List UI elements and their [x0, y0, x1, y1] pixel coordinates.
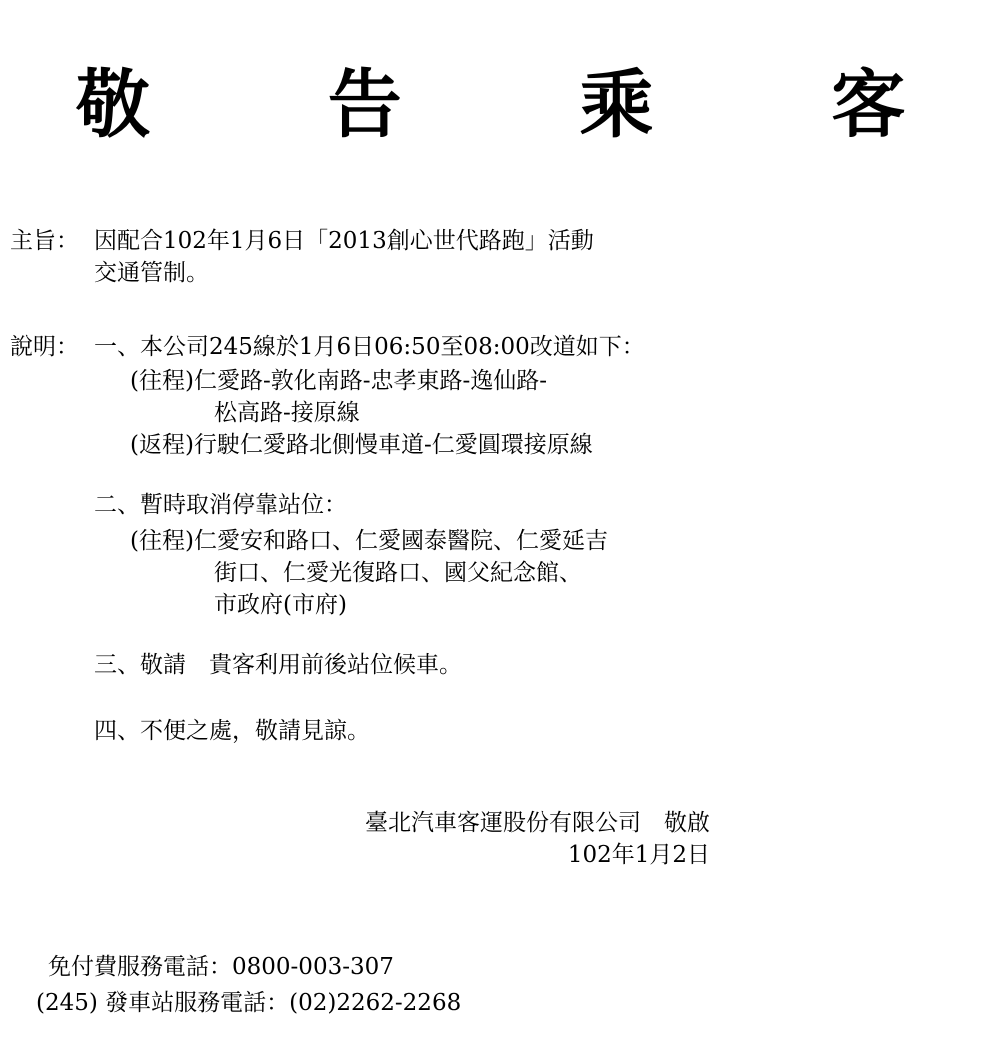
- item-3-line-1: 三、敬請 貴客利用前後站位候車。: [94, 652, 462, 678]
- item-2-line-2: (往程)仁愛安和路口、仁愛國泰醫院、仁愛延吉: [130, 528, 608, 554]
- item-1-line-3: 松高路-接原線: [214, 400, 360, 426]
- station-phone: (245) 發車站服務電話：(02)2262-2268: [36, 990, 462, 1016]
- subject-line-2: 交通管制。: [94, 260, 209, 286]
- item-1-line-1: 一、本公司245線於1月6日06:50至08:00改道如下：: [94, 334, 645, 360]
- signature-date: 102年1月2日: [567, 842, 710, 868]
- item-1-line-4: (返程)行駛仁愛路北側慢車道-仁愛圓環接原線: [130, 432, 593, 458]
- item-2-line-3: 街口、仁愛光復路口、國父紀念館、: [214, 560, 582, 586]
- item-1-line-2: (往程)仁愛路-敦化南路-忠孝東路-逸仙路-: [130, 368, 548, 394]
- item-4-line-1: 四、不便之處，敬請見諒。: [94, 718, 370, 744]
- item-2-line-4: 市政府(市府): [214, 592, 347, 618]
- subject-line-1: 因配合102年1月6日「2013創心世代路跑」活動: [94, 228, 594, 254]
- signature-company: 臺北汽車客運股份有限公司 敬啟: [365, 810, 710, 836]
- explain-label: 說明：: [10, 334, 79, 360]
- toll-free-phone: 免付費服務電話：0800-003-307: [48, 954, 394, 980]
- notice-title: 敬 告 乘 客: [76, 62, 981, 148]
- item-2-line-1: 二、暫時取消停靠站位：: [94, 492, 347, 518]
- subject-label: 主旨：: [10, 228, 79, 254]
